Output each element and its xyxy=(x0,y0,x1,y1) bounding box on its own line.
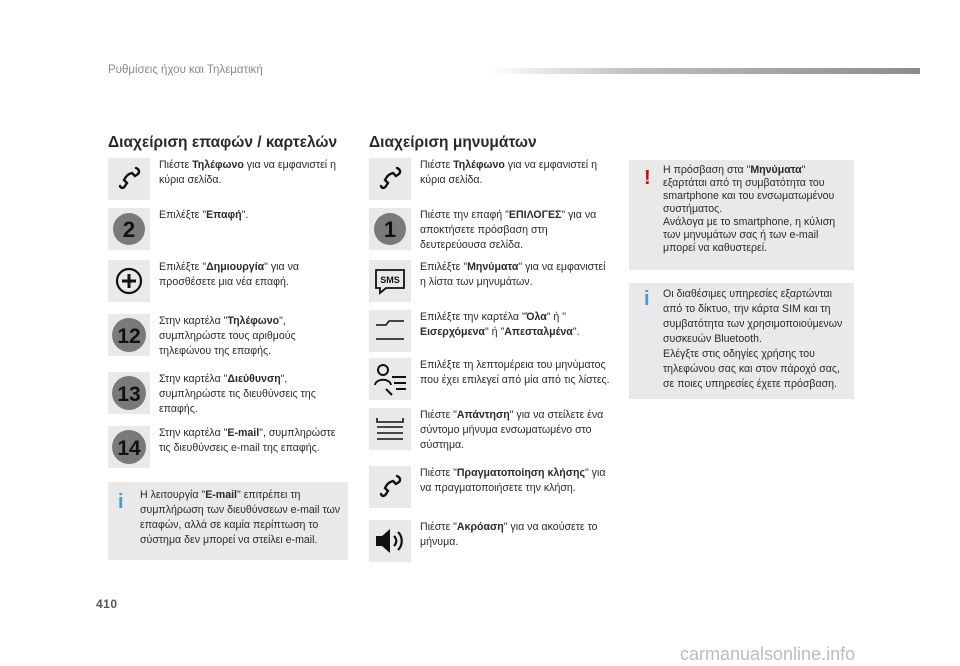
left-row-step-13 xyxy=(108,372,348,417)
text: Πιέστε " xyxy=(420,467,457,479)
mid-row-tabs xyxy=(369,310,614,352)
left-row-phone xyxy=(108,158,348,200)
text: Πιέστε xyxy=(420,159,454,171)
left-row-step-2 xyxy=(108,208,348,250)
contacts-section-title: Διαχείριση επαφών / καρτελών xyxy=(108,134,338,151)
mid-row-step-1 xyxy=(369,208,614,253)
left-row-create xyxy=(108,260,348,302)
text: " ή " xyxy=(484,326,505,338)
emphasis: Όλα xyxy=(525,311,547,323)
mid-row-listen xyxy=(369,520,614,562)
text: Ελέγξτε στις οδηγίες χρήσης του τηλεφώνου σας και στον πάροχό σας, σε ποιες υπηρεσίες έχετε πρόσβαση. xyxy=(663,348,840,390)
number-icon xyxy=(369,208,411,250)
number-label: 12 xyxy=(117,325,141,348)
mid-row-call xyxy=(369,466,614,508)
info-note xyxy=(629,283,854,399)
text: " εξαρτάται από τη συμβατότητα του smartphone και του ενσωματωμένου συστήματος. xyxy=(663,164,835,215)
emphasis: Πραγματοποίηση κλήσης xyxy=(456,467,585,479)
email-info-note xyxy=(108,482,348,560)
emphasis: Απεσταλμένα xyxy=(504,326,573,338)
emphasis: Επαφή xyxy=(206,209,242,221)
info-icon: i xyxy=(644,288,650,310)
watermark: carmanualsonline.info xyxy=(680,644,856,664)
emphasis: Μηνύματα xyxy=(750,164,802,176)
number-label: 14 xyxy=(117,437,141,460)
phone-icon xyxy=(369,158,411,200)
text: ". xyxy=(572,326,580,338)
text: Στην καρτέλα " xyxy=(159,373,228,385)
emphasis: Διεύθυνση xyxy=(227,373,281,385)
left-row-step-12 xyxy=(108,314,348,359)
plus-icon xyxy=(108,260,150,302)
text: ". xyxy=(241,209,249,221)
number-icon xyxy=(108,208,150,250)
page-number: 410 xyxy=(96,597,118,611)
number-icon xyxy=(108,314,150,356)
text: " για να πραγματοποιήσετε την κλήση. xyxy=(420,467,606,494)
text: ", συμπληρώστε τους αριθμούς τηλεφώνου της επαφής. xyxy=(159,315,296,357)
number-label: 2 xyxy=(122,217,136,242)
text: " ή " xyxy=(546,311,567,323)
text: Στην καρτέλα " xyxy=(159,315,228,327)
info-icon: i xyxy=(118,491,124,513)
text: Επιλέξτε τη λεπτομέρεια του μηνύματος που έχει επιλεγεί από μία από τις λίστες. xyxy=(420,359,610,386)
text: Οι διαθέσιμες υπηρεσίες εξαρτώνται από το δίκτυο, την κάρτα SIM και τη συμβατότητα των χρησιμοποιούμενων συσκευών Bluetooth. xyxy=(663,288,843,345)
text: Επιλέξτε την καρτέλα " xyxy=(420,311,526,323)
text: για να εμφανιστεί η κύρια σελίδα. xyxy=(420,159,597,186)
phone-icon xyxy=(369,466,411,508)
text: για να εμφανιστεί η κύρια σελίδα. xyxy=(159,159,336,186)
emphasis: Μηνύματα xyxy=(467,261,519,273)
emphasis: Ακρόαση xyxy=(456,521,504,533)
text: Η λειτουργία " xyxy=(140,489,206,501)
number-icon xyxy=(108,372,150,414)
text: " για να προσθέσετε μια νέα επαφή. xyxy=(159,261,300,288)
emphasis: E-mail xyxy=(205,489,237,501)
phone-icon xyxy=(108,158,150,200)
text: Επιλέξτε " xyxy=(159,261,207,273)
text: Η πρόσβαση στα " xyxy=(663,164,751,176)
emphasis: ΕΠΙΛΟΓΕΣ xyxy=(508,209,562,221)
message-details-icon xyxy=(369,358,411,400)
header-bar xyxy=(490,68,920,74)
header-title: Ρυθμίσεις ήχου και Τηλεματική xyxy=(108,64,263,76)
tab-icon xyxy=(369,310,411,352)
text: Ανάλογα με το smartphone, η κύλιση των μηνυμάτων σας ή των e-mail μπορεί να καθυστερεί. xyxy=(663,216,836,254)
text: ", συμπληρώστε τις διευθύνσεις της επαφής. xyxy=(159,373,316,415)
text: Επιλέξτε " xyxy=(159,209,207,221)
left-row-step-14 xyxy=(108,426,348,468)
warning-note xyxy=(629,160,854,270)
emphasis: Δημιουργία xyxy=(206,261,265,273)
mid-row-reply xyxy=(369,408,614,453)
text: Πιέστε την επαφή " xyxy=(420,209,509,221)
number-label: 13 xyxy=(117,383,141,406)
text: " για να στείλετε ένα σύντομο μήνυμα ενσωματωμένο στο σύστημα. xyxy=(420,409,604,451)
mid-row-details xyxy=(369,358,614,400)
text: ", συμπληρώστε τις διευθύνσεις e-mail της επαφής. xyxy=(159,427,336,454)
text: Επιλέξτε " xyxy=(420,261,468,273)
number-label: 1 xyxy=(383,217,397,242)
menu-icon xyxy=(369,408,411,450)
emphasis: Τηλέφωνο xyxy=(453,159,505,171)
text: " επιτρέπει τη συμπλήρωση των διευθύνσεων e-mail των επαφών, αλλά σε καμία περίπτωση το σύστημα δεν μπορεί να στείλει e-mail. xyxy=(140,489,341,546)
emphasis: Τηλέφωνο xyxy=(192,159,244,171)
warning-icon: ! xyxy=(644,167,651,189)
text: Πιέστε " xyxy=(420,521,457,533)
text: Πιέστε " xyxy=(420,409,457,421)
emphasis: Εισερχόμενα xyxy=(420,326,485,338)
emphasis: Απάντηση xyxy=(456,409,510,421)
text: " για να αποκτήσετε πρόσβαση στη δευτερεύουσα σελίδα. xyxy=(420,209,597,251)
number-icon xyxy=(108,426,150,468)
mid-row-phone xyxy=(369,158,614,200)
text: Στην καρτέλα " xyxy=(159,427,228,439)
sms-icon xyxy=(369,260,411,302)
messages-section-title: Διαχείριση μηνυμάτων xyxy=(369,134,537,151)
text: " για να ακούσετε το μήνυμα. xyxy=(420,521,598,548)
emphasis: Τηλέφωνο xyxy=(227,315,280,327)
text: " για να εμφανιστεί η λίστα των μηνυμάτων. xyxy=(420,261,606,288)
text: Πιέστε xyxy=(159,159,193,171)
emphasis: E-mail xyxy=(227,427,260,439)
sms-label: SMS xyxy=(380,275,400,285)
speaker-icon xyxy=(369,520,411,562)
mid-row-sms xyxy=(369,260,614,302)
